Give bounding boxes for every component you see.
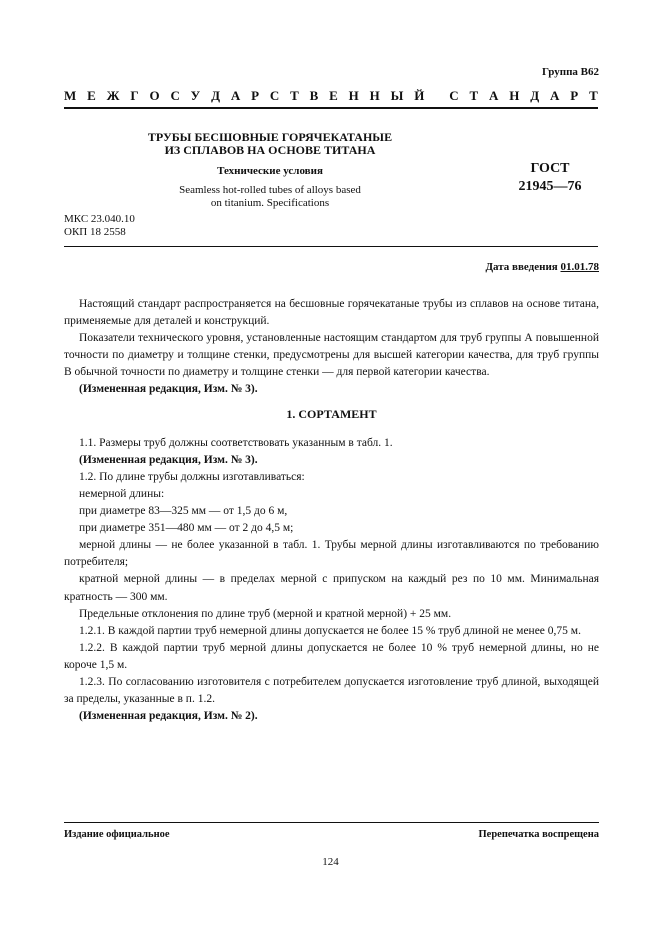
interstate-standard-heading	[64, 88, 598, 104]
amendment-note: (Измененная редакция, Изм. № 3).	[79, 383, 258, 396]
title-line-1: ТРУБЫ БЕСШОВНЫЕ ГОРЯЧЕКАТАНЫЕ	[147, 130, 393, 144]
english-title	[130, 184, 410, 210]
paragraph: 1.2.1. В каждой партии труб немерной длины допускается не более 15 % труб длиной не менее 0,75 м.	[79, 624, 581, 637]
paragraph: Настоящий стандарт распространяется на бесшовные горячекатаные трубы из сплавов на основе титана, применяемые для деталей и конструкций.	[64, 298, 599, 328]
paragraph: при диаметре 83—325 мм — от 1,5 до 6 м,	[79, 505, 288, 518]
paragraph: немерной длины:	[79, 487, 165, 500]
heading-letter: Д	[211, 88, 221, 103]
paragraph: при диаметре 351—480 мм — от 2 до 4,5 м;	[79, 522, 294, 535]
date-label: Дата введения	[485, 261, 558, 273]
heading-letter: Н	[509, 88, 520, 103]
heading-letter: М	[64, 88, 77, 103]
amendment-note: (Измененная редакция, Изм. № 2).	[79, 710, 258, 723]
heading-letter: Е	[87, 88, 96, 103]
introduction-date	[485, 261, 599, 273]
paragraph: кратной мерной длины — в пределах мерной с припуском на каждый рез по 10 мм. Минимальная кратность — 300 мм.	[64, 573, 599, 603]
paragraph: Показатели технического уровня, установленные настоящим стандартом для труб группы А повышенной точности по диаметру и толщине стенки, предусмотрены для высшей категории качества, для труб группы В обычной точности по диаметру и толщине стенки — для первой категории качества.	[64, 332, 599, 379]
heading-letter: В	[309, 88, 319, 103]
page-number: 124	[322, 856, 339, 868]
heading-letter: Р	[570, 88, 579, 103]
heading-letter: Н	[369, 88, 380, 103]
heading-letter: У	[190, 88, 201, 103]
section-heading: 1. СОРТАМЕНТ	[286, 406, 377, 421]
heading-letter: А	[489, 88, 499, 103]
amendment-note: (Измененная редакция, Изм. № 3).	[79, 453, 258, 466]
mks-code: МКС 23.040.10	[64, 213, 135, 225]
paragraph: 1.2.3. По согласованию изготовителя с потребителем допускается изготовление труб длиной, выходящей за пределы, указанные в п. 1.2.	[64, 675, 599, 706]
paragraph: 1.1. Размеры труб должны соответствовать указанным в табл. 1.	[79, 436, 393, 449]
official-edition-label: Издание официальное	[64, 829, 170, 840]
reprint-prohibited-label: Перепечатка воспрещена	[478, 829, 599, 840]
document-body	[64, 296, 599, 725]
paragraph: 1.2.2. В каждой партии труб мерной длины допускается не более 10 % труб немерной длины, но не короче 1,5 м.	[64, 641, 599, 671]
heading-letter: Д	[530, 88, 540, 103]
document-subtitle: Технические условия	[217, 165, 323, 177]
heading-letter: О	[149, 88, 160, 103]
heading-letter: Й	[414, 88, 425, 103]
heading-letter: А	[230, 88, 241, 103]
heading-letter: Н	[348, 88, 359, 103]
heading-letter: Т	[290, 88, 299, 103]
heading-letter: С	[269, 88, 280, 103]
heading-letter: Т	[589, 88, 598, 103]
heading-letter: Р	[251, 88, 260, 103]
gost-designation	[500, 160, 600, 196]
gost-number: 21945—76	[518, 179, 582, 194]
okp-code: ОКП 18 2558	[64, 226, 126, 238]
title-line-2: ИЗ СПЛАВОВ НА ОСНОВЕ ТИТАНА	[164, 143, 376, 157]
heading-letter: Т	[469, 88, 479, 103]
paragraph: мерной длины — не более указанной в табл. 1. Трубы мерной длины изготавливаются по требованию потребителя;	[64, 539, 599, 569]
heading-letter: Г	[130, 88, 139, 103]
title-block-rule	[64, 246, 598, 247]
gost-label: ГОСТ	[530, 161, 570, 176]
heading-letter: С	[170, 88, 180, 103]
heading-letter: А	[550, 88, 560, 103]
document-title	[130, 131, 410, 157]
date-value: 01.01.78	[560, 261, 599, 273]
heading-word-gap	[435, 88, 438, 104]
header-rule	[64, 107, 598, 109]
heading-letter: Ы	[390, 88, 404, 103]
paragraph: Предельные отклонения по длине труб (мерной и кратной мерной) + 25 мм.	[79, 607, 452, 620]
group-code: Группа В62	[541, 66, 599, 78]
english-title-line-1: Seamless hot-rolled tubes of alloys based	[179, 184, 361, 196]
footer-rule	[64, 822, 599, 823]
classification-codes	[64, 213, 135, 239]
english-title-line-2: on titanium. Specifications	[210, 197, 330, 209]
paragraph: 1.2. По длине трубы должны изготавливаться:	[79, 470, 305, 483]
heading-letter: Е	[329, 88, 338, 103]
heading-letter: Ж	[106, 88, 120, 103]
heading-letter: С	[449, 88, 459, 103]
